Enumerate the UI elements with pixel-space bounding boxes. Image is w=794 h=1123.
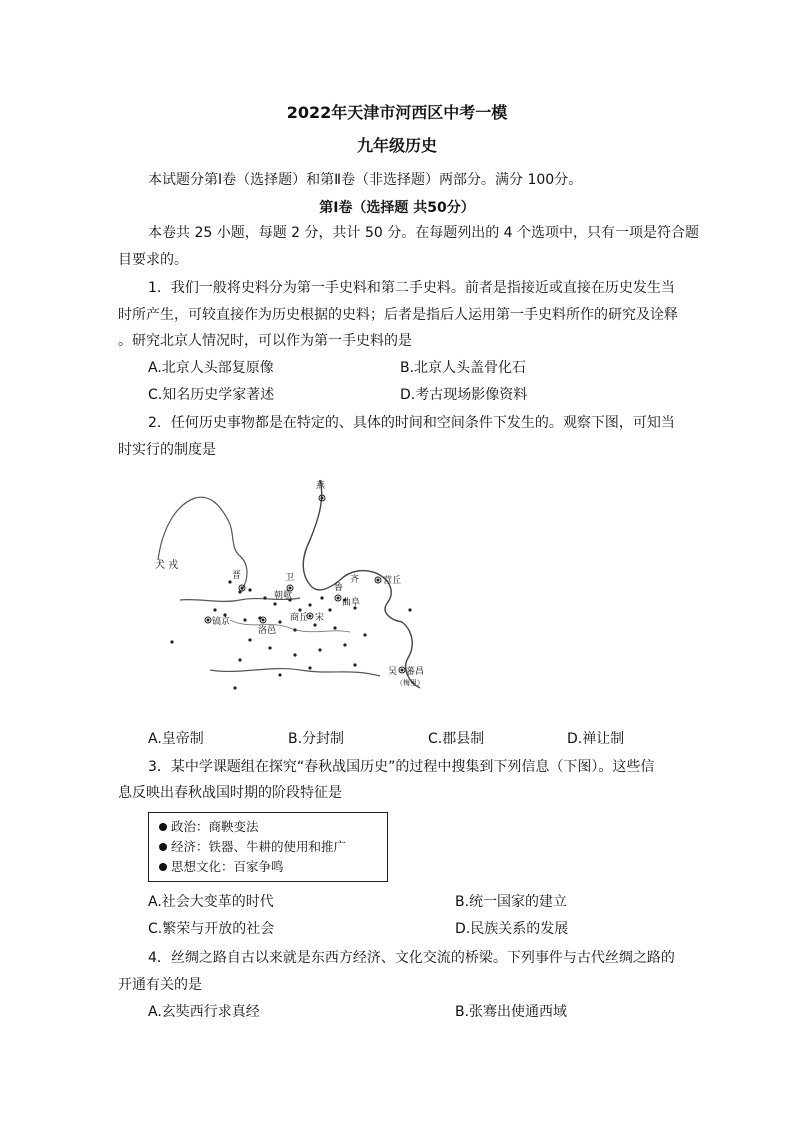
info-box-item: 政治：商鞅变法 — [159, 817, 377, 837]
option-3a[interactable]: A.社会大变革的时代 — [148, 894, 274, 910]
option-3b[interactable]: B.统一国家的建立 — [455, 894, 568, 910]
map-label-luoyi: 洛邑 — [258, 626, 277, 636]
map-label-wu: 吴 — [388, 667, 398, 677]
option-1d[interactable]: D.考古现场影像资料 — [400, 387, 528, 403]
map-label-haojing: 镐京 — [212, 617, 231, 627]
section-instructions-line: 目要求的。 — [118, 252, 188, 268]
map-label-yan: 燕 — [316, 481, 326, 491]
section-heading: 第Ⅰ卷（选择题 共50分） — [319, 200, 475, 216]
option-2b[interactable]: B.分封制 — [288, 731, 345, 747]
map-label-meili: （梅里） — [396, 679, 424, 687]
map-label-qi: 齐 — [350, 575, 360, 585]
map-label-wei: 卫 — [285, 573, 295, 583]
map-label-yingqiu: 营丘 — [383, 576, 402, 586]
option-3c[interactable]: C.繁荣与开放的社会 — [148, 921, 275, 937]
question-2-text: 时实行的制度是 — [118, 442, 216, 458]
exam-intro: 本试题分第Ⅰ卷（选择题）和第Ⅱ卷（非选择题）两部分。满分 100分。 — [148, 172, 583, 188]
map-label-song: 宋 — [315, 613, 325, 623]
option-1c[interactable]: C.知名历史学家著述 — [148, 387, 275, 403]
question-3-text: 息反映出春秋战国时期的阶段特征是 — [118, 785, 342, 801]
map-label-qufu: 曲阜 — [342, 598, 361, 608]
option-1a[interactable]: A.北京人头部复原像 — [148, 360, 274, 376]
exam-subtitle: 九年级历史 — [356, 136, 437, 155]
option-4a[interactable]: A.玄奘西行求真经 — [148, 1004, 260, 1020]
map-river — [210, 669, 380, 676]
question-2-text: 2．任何历史事物都是在特定的、具体的时间和空间条件下发生的。观察下图，可知当 — [148, 415, 675, 431]
western-zhou-map — [150, 470, 440, 720]
option-2a[interactable]: A.皇帝制 — [148, 731, 204, 747]
exam-title: 2022年天津市河西区中考一模 — [286, 103, 508, 122]
bullet-icon — [159, 843, 167, 851]
option-1b[interactable]: B.北京人头盖骨化石 — [400, 360, 527, 376]
info-box-item: 经济：铁器、牛耕的使用和推广 — [159, 837, 377, 857]
question-1-text: 。研究北京人情况时，可以作为第一手史料的是 — [118, 333, 412, 349]
question-4-text: 4．丝绸之路自古以来就是东西方经济、文化交流的桥梁。下列事件与古代丝绸之路的 — [148, 950, 675, 966]
option-4b[interactable]: B.张骞出使通西域 — [455, 1004, 568, 1020]
option-2d[interactable]: D.禅让制 — [567, 731, 625, 747]
map-label-shangqiu: 商丘 — [290, 613, 309, 623]
map-capital-markers — [205, 495, 405, 673]
question-3-text: 3．某中学课题组在探究“春秋战国历史”的过程中搜集到下列信息（下图）。这些信 — [148, 759, 655, 775]
bullet-icon — [159, 823, 167, 831]
bullet-icon — [159, 863, 167, 871]
map-label-lu: 鲁 — [334, 583, 344, 593]
map-label-jin: 晋 — [232, 571, 242, 581]
option-3d[interactable]: D.民族关系的发展 — [455, 921, 569, 937]
question-1-text: 时所产生，可较直接作为历史根据的史料；后者是指后人运用第一手史料所作的研究及诠释 — [118, 307, 678, 323]
map-figure — [150, 470, 440, 720]
info-box-item: 思想文化：百家争鸣 — [159, 857, 377, 877]
question-1-text: 1．我们一般将史料分为第一手史料和第二手史料。前者是指接近或直接在历史发生当 — [148, 280, 675, 296]
question-4-text: 开通有关的是 — [118, 977, 202, 993]
option-2c[interactable]: C.郡县制 — [428, 731, 485, 747]
map-label-fanchang: 蕃昌 — [406, 667, 425, 677]
map-label-quanrong: 犬 戎 — [155, 560, 179, 571]
section-instructions-line: 本卷共 25 小题，每题 2 分，共计 50 分。在每题列出的 4 个选项中，只有一项是符合题 — [148, 225, 700, 241]
map-label-chaoge: 朝歌 — [274, 591, 293, 601]
info-box — [148, 812, 388, 882]
map-coastline — [303, 480, 340, 590]
